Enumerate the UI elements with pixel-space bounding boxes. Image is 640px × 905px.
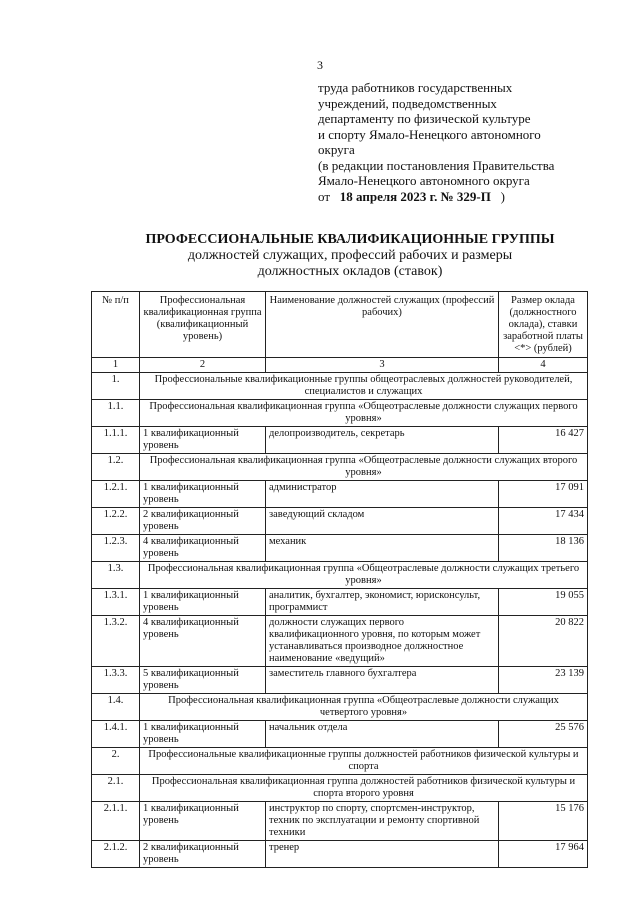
table-row — [92, 535, 588, 562]
header-line: (в редакции постановления Правительства — [318, 157, 555, 173]
salary-value: 19 055 — [499, 589, 588, 616]
header-cell-number: № п/п — [92, 292, 140, 358]
table-row — [92, 373, 588, 400]
table-row — [92, 841, 588, 868]
salary-value: 18 136 — [499, 535, 588, 562]
approval-header — [318, 80, 618, 204]
column-number: 2 — [140, 358, 266, 373]
salary-value: 15 176 — [499, 802, 588, 841]
column-number: 4 — [499, 358, 588, 373]
row-number: 1.2.3. — [92, 535, 140, 562]
table-row — [92, 694, 588, 721]
row-number: 1.2. — [92, 454, 140, 481]
row-number: 1.2.1. — [92, 481, 140, 508]
column-numbering-row — [92, 358, 588, 373]
position-names: механик — [266, 535, 499, 562]
qualification-table — [91, 291, 588, 868]
row-number: 2.1.2. — [92, 841, 140, 868]
table-row — [92, 589, 588, 616]
date-suffix: ) — [500, 188, 505, 204]
qualification-level: 1 квалификационный уровень — [140, 427, 266, 454]
header-line: и спорту Ямало-Ненецкого автономного — [318, 126, 541, 142]
header-line: Ямало-Ненецкого автономного округа — [318, 173, 530, 188]
table-row — [92, 667, 588, 694]
row-number: 1.3. — [92, 562, 140, 589]
table-row — [92, 400, 588, 427]
table-row — [92, 454, 588, 481]
table-row — [92, 775, 588, 802]
qualification-level: 1 квалификационный уровень — [140, 721, 266, 748]
header-cell-salary: Размер оклада (должностного оклада), ставки заработной платы <*> (рублей) — [499, 292, 588, 358]
salary-value: 20 822 — [499, 616, 588, 667]
qualification-level: 1 квалификационный уровень — [140, 589, 266, 616]
group-heading: Профессиональная квалификационная группа «Общеотраслевые должности служащих третьего уровня» — [140, 562, 588, 589]
position-names: начальник отдела — [266, 721, 499, 748]
header-date-line — [318, 189, 618, 205]
group-heading: Профессиональная квалификационная группа «Общеотраслевые должности служащих четвертого уровня» — [140, 694, 588, 721]
group-heading: Профессиональные квалификационные группы общеотраслевых должностей руководителей, специалистов и служащих — [140, 373, 588, 400]
qualification-level: 5 квалификационный уровень — [140, 667, 266, 694]
position-names: делопроизводитель, секретарь — [266, 427, 499, 454]
header-cell-positions: Наименование должностей служащих (профессий рабочих) — [266, 292, 499, 358]
position-names: аналитик, бухгалтер, экономист, юрисконсульт, программист — [266, 589, 499, 616]
date-prefix: от — [318, 188, 331, 204]
qualification-level: 2 квалификационный уровень — [140, 508, 266, 535]
document-title — [0, 232, 640, 280]
salary-value: 17 964 — [499, 841, 588, 868]
qualification-level: 4 квалификационный уровень — [140, 535, 266, 562]
title-line-3: должностных окладов (ставок) — [257, 264, 443, 279]
table-row — [92, 481, 588, 508]
header-line: учреждений, подведомственных — [318, 95, 497, 111]
row-number: 1.2.2. — [92, 508, 140, 535]
table-row — [92, 748, 588, 775]
column-number: 3 — [266, 358, 499, 373]
page-number: 3 — [317, 58, 323, 72]
header-line: департаменту по физической культуре — [318, 111, 531, 126]
table-row — [92, 616, 588, 667]
table-row — [92, 721, 588, 748]
position-names: тренер — [266, 841, 499, 868]
row-number: 2.1.1. — [92, 802, 140, 841]
row-number: 1.1.1. — [92, 427, 140, 454]
qualification-level: 1 квалификационный уровень — [140, 802, 266, 841]
group-heading: Профессиональная квалификационная группа должностей работников физической культуры и спорта второго уровня — [140, 775, 588, 802]
table-row — [92, 562, 588, 589]
position-names: заместитель главного бухгалтера — [266, 667, 499, 694]
salary-value: 17 434 — [499, 508, 588, 535]
salary-value: 23 139 — [499, 667, 588, 694]
row-number: 1.1. — [92, 400, 140, 427]
qualification-level: 2 квалификационный уровень — [140, 841, 266, 868]
qualification-level: 1 квалификационный уровень — [140, 481, 266, 508]
row-number: 1.4. — [92, 694, 140, 721]
header-cell-group: Профессиональная квалификационная группа (квалификационный уровень) — [140, 292, 266, 358]
group-heading: Профессиональная квалификационная группа «Общеотраслевые должности служащих первого уровня» — [140, 400, 588, 427]
header-line: округа — [318, 142, 355, 157]
row-number: 1.3.2. — [92, 616, 140, 667]
row-number: 2. — [92, 748, 140, 775]
row-number: 1.3.3. — [92, 667, 140, 694]
header-line: труда работников государственных — [318, 80, 513, 95]
row-number: 1.3.1. — [92, 589, 140, 616]
position-names: должности служащих первого квалификационного уровня, по которым может устанавливаться производное должностное наименование «ведущий» — [266, 616, 499, 667]
group-heading: Профессиональные квалификационные группы должностей работников физической культуры и спорта — [140, 748, 588, 775]
salary-value: 16 427 — [499, 427, 588, 454]
row-number: 1. — [92, 373, 140, 400]
table-row — [92, 508, 588, 535]
resolution-date: 18 апреля 2023 г. № 329-П — [339, 188, 491, 204]
row-number: 1.4.1. — [92, 721, 140, 748]
table-row — [92, 802, 588, 841]
qualification-level: 4 квалификационный уровень — [140, 616, 266, 667]
title-line-2: должностей служащих, профессий рабочих и размеры — [187, 248, 513, 263]
salary-value: 25 576 — [499, 721, 588, 748]
position-names: заведующий складом — [266, 508, 499, 535]
title-main: ПРОФЕССИОНАЛЬНЫЕ КВАЛИФИКАЦИОННЫЕ ГРУППЫ — [145, 232, 555, 247]
position-names: инструктор по спорту, спортсмен-инструктор, техник по эксплуатации и ремонту спортивной техники — [266, 802, 499, 841]
group-heading: Профессиональная квалификационная группа «Общеотраслевые должности служащих второго уровня» — [140, 454, 588, 481]
column-number: 1 — [92, 358, 140, 373]
row-number: 2.1. — [92, 775, 140, 802]
position-names: администратор — [266, 481, 499, 508]
table-header-row — [92, 292, 588, 358]
table-row — [92, 427, 588, 454]
salary-value: 17 091 — [499, 481, 588, 508]
